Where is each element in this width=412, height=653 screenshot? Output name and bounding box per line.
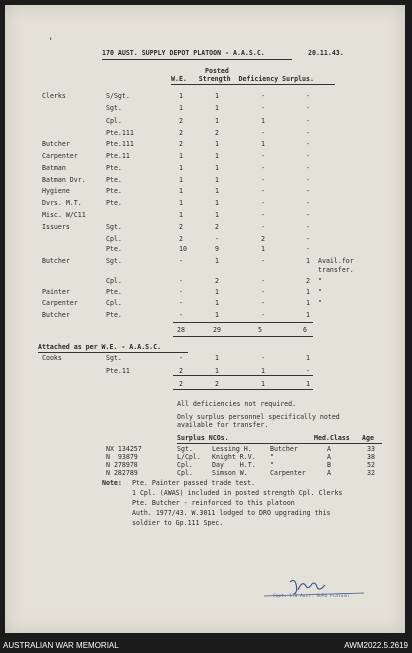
- row-deficiency: -: [261, 311, 265, 319]
- row-deficiency: -: [261, 288, 265, 296]
- surplus-age: 38: [367, 453, 375, 461]
- row-strength: 1: [215, 104, 219, 112]
- surplus-name: Lessing H.: [212, 445, 252, 453]
- attached-underline: [38, 352, 188, 353]
- attached-strength: 2: [215, 380, 219, 388]
- row-we: 2: [179, 129, 183, 137]
- row-deficiency: 2: [261, 235, 265, 243]
- row-surplus: -: [306, 199, 310, 207]
- row-we: 1: [179, 176, 183, 184]
- totals-rule-top: [173, 322, 313, 323]
- attached-rule-2: [173, 389, 313, 390]
- row-note: transfer.: [318, 266, 354, 274]
- title-underline: [102, 59, 292, 60]
- row-deficiency: -: [261, 277, 265, 285]
- row-we: -: [179, 277, 183, 285]
- attached-deficiency: 1: [261, 380, 265, 388]
- document-page: [5, 5, 405, 633]
- row-surplus: -: [306, 223, 310, 231]
- row-trade: Clerks: [42, 92, 66, 100]
- attached-deficiency: -: [261, 354, 265, 362]
- row-strength: 1: [215, 257, 219, 265]
- row-strength: 1: [215, 311, 219, 319]
- row-rank: Pte.: [106, 187, 122, 195]
- total-deficiency: 5: [258, 326, 262, 334]
- row-deficiency: -: [261, 104, 265, 112]
- row-note: Avail.for: [318, 257, 354, 265]
- attached-we: 2: [179, 380, 183, 388]
- row-rank: Cpl.: [106, 117, 122, 125]
- column-header-labels: W.E. Strength Deficiency Surplus.: [171, 75, 314, 83]
- document-title: 170 AUST. SUPPLY DEPOT PLATOON - A.A.S.C.: [102, 49, 265, 57]
- row-we: -: [179, 288, 183, 296]
- attached-rank: Pte.11: [106, 367, 130, 375]
- surplus-heading-underline: [177, 443, 382, 444]
- row-surplus: -: [306, 187, 310, 195]
- surplus-med-class: A: [327, 445, 331, 453]
- row-we: 1: [179, 211, 183, 219]
- surplus-trade: ": [270, 461, 274, 469]
- row-strength: 1: [215, 299, 219, 307]
- attached-rule-1: [173, 375, 313, 376]
- attached-strength: 1: [215, 354, 219, 362]
- row-rank: Pte.: [106, 245, 122, 253]
- note-line: soldier to Gp.111 Spec.: [132, 519, 224, 527]
- row-strength: 1: [215, 211, 219, 219]
- surplus-age: 32: [367, 469, 375, 477]
- row-deficiency: -: [261, 176, 265, 184]
- attached-surplus: 1: [306, 354, 310, 362]
- row-strength: 1: [215, 164, 219, 172]
- surplus-number: NX 134257: [106, 445, 142, 453]
- row-rank: Pte.11: [106, 152, 130, 160]
- archive-reference: AWM2022.5.2619: [344, 641, 408, 650]
- surplus-rank: Cpl.: [177, 461, 193, 469]
- row-we: -: [179, 299, 183, 307]
- surplus-age-heading: Age: [362, 434, 374, 442]
- row-note: ": [318, 288, 322, 296]
- row-surplus: 2: [306, 277, 310, 285]
- row-rank: Cpl.: [106, 299, 122, 307]
- row-surplus: 1: [306, 288, 310, 296]
- row-deficiency: 1: [261, 140, 265, 148]
- row-we: 1: [179, 164, 183, 172]
- attached-trade: Cooks: [42, 354, 62, 362]
- row-deficiency: -: [261, 129, 265, 137]
- row-we: 1: [179, 104, 183, 112]
- row-trade: Carpenter: [42, 299, 78, 307]
- row-strength: 2: [215, 129, 219, 137]
- row-rank: Pte.: [106, 311, 122, 319]
- row-rank: Pte.: [106, 199, 122, 207]
- row-we: 1: [179, 152, 183, 160]
- surplus-trade: ": [270, 453, 274, 461]
- attached-we: -: [179, 354, 183, 362]
- column-header-posted: Posted: [205, 67, 229, 75]
- row-deficiency: -: [261, 257, 265, 265]
- row-note: ": [318, 277, 322, 285]
- row-strength: 1: [215, 199, 219, 207]
- row-surplus: -: [306, 104, 310, 112]
- row-strength: 1: [215, 187, 219, 195]
- row-deficiency: -: [261, 92, 265, 100]
- note-line: Pte. Painter passed trade test.: [132, 479, 256, 487]
- row-surplus: -: [306, 235, 310, 243]
- row-surplus: -: [306, 140, 310, 148]
- remark-line-1: All deficiencies not required.: [177, 400, 297, 408]
- remark-line-2: Only surplus personnel specifically noted: [177, 413, 340, 421]
- row-strength: 1: [215, 176, 219, 184]
- row-rank: Pte.: [106, 176, 122, 184]
- row-rank: Pte.111: [106, 140, 134, 148]
- row-trade: Carpenter: [42, 152, 78, 160]
- attached-rank: Sgt.: [106, 354, 122, 362]
- row-trade: Dvrs. M.T.: [42, 199, 82, 207]
- remark-line-3: available for transfer.: [177, 421, 269, 429]
- row-deficiency: 1: [261, 117, 265, 125]
- surplus-trade: Carpenter: [270, 469, 306, 477]
- row-we: 2: [179, 235, 183, 243]
- row-rank: Cpl.: [106, 235, 122, 243]
- attached-strength: 1: [215, 367, 219, 375]
- row-surplus: 1: [306, 257, 310, 265]
- row-deficiency: -: [261, 152, 265, 160]
- note-line: 1 Cpl. (AWAS) included in posted strength Cpl. Clerks: [132, 489, 343, 497]
- row-we: 2: [179, 140, 183, 148]
- row-rank: Sgt.: [106, 104, 122, 112]
- row-rank: Cpl.: [106, 277, 122, 285]
- surplus-rank: Cpl.: [177, 469, 193, 477]
- row-rank: Sgt.: [106, 257, 122, 265]
- row-note: ": [318, 299, 322, 307]
- row-strength: 1: [215, 92, 219, 100]
- row-strength: 1: [215, 152, 219, 160]
- column-header-underline: [171, 84, 335, 85]
- surplus-med-class: B: [327, 461, 331, 469]
- row-deficiency: -: [261, 199, 265, 207]
- total-we: 28: [177, 326, 185, 334]
- signature-caption: Capt. 170 Aust. SUPD Platoon: [273, 594, 349, 599]
- attached-we: 2: [179, 367, 183, 375]
- row-rank: Pte.: [106, 288, 122, 296]
- row-strength: 9: [215, 245, 219, 253]
- row-surplus: -: [306, 211, 310, 219]
- row-trade: Misc. W/C11: [42, 211, 86, 219]
- row-trade: Butcher: [42, 140, 70, 148]
- note-label: Note:: [102, 479, 122, 487]
- row-strength: -: [215, 235, 219, 243]
- row-rank: S/Sgt.: [106, 92, 130, 100]
- row-trade: Butcher: [42, 311, 70, 319]
- row-we: 1: [179, 187, 183, 195]
- corner-mark: ': [48, 37, 54, 47]
- row-trade: Hygiene: [42, 187, 70, 195]
- archive-footer: [0, 637, 412, 653]
- total-surplus: 6: [303, 326, 307, 334]
- surplus-number: N 93879: [106, 453, 138, 461]
- row-strength: 2: [215, 277, 219, 285]
- row-deficiency: -: [261, 187, 265, 195]
- surplus-age: 52: [367, 461, 375, 469]
- surplus-name: Knight R.V.: [212, 453, 256, 461]
- archive-name: AUSTRALIAN WAR MEMORIAL: [3, 641, 119, 650]
- attached-heading: Attached as per W.E. - A.A.S.C.: [38, 343, 162, 351]
- attached-deficiency: 1: [261, 367, 265, 375]
- row-trade: Butcher: [42, 257, 70, 265]
- row-we: 2: [179, 117, 183, 125]
- row-deficiency: -: [261, 223, 265, 231]
- row-surplus: -: [306, 245, 310, 253]
- row-surplus: -: [306, 152, 310, 160]
- total-strength: 29: [213, 326, 221, 334]
- attached-surplus: -: [306, 367, 310, 375]
- row-surplus: -: [306, 164, 310, 172]
- row-surplus: -: [306, 129, 310, 137]
- surplus-name: Simson W.: [212, 469, 248, 477]
- row-deficiency: -: [261, 164, 265, 172]
- row-deficiency: 1: [261, 245, 265, 253]
- row-we: 10: [179, 245, 187, 253]
- row-surplus: -: [306, 92, 310, 100]
- row-surplus: -: [306, 117, 310, 125]
- surplus-number: N 278978: [106, 461, 138, 469]
- row-trade: Batman Dvr.: [42, 176, 86, 184]
- surplus-number: N 282789: [106, 469, 138, 477]
- surplus-med-class: A: [327, 469, 331, 477]
- surplus-rank: L/Cpl.: [177, 453, 201, 461]
- row-we: 2: [179, 223, 183, 231]
- row-deficiency: -: [261, 211, 265, 219]
- document-date: 20.11.43.: [308, 49, 344, 57]
- row-surplus: 1: [306, 311, 310, 319]
- note-line: Pte. Butcher - reinforced to this platoon: [132, 499, 295, 507]
- row-strength: 2: [215, 223, 219, 231]
- surplus-trade: Butcher: [270, 445, 298, 453]
- row-we: 1: [179, 199, 183, 207]
- row-surplus: -: [306, 176, 310, 184]
- row-we: 1: [179, 92, 183, 100]
- row-we: -: [179, 311, 183, 319]
- row-strength: 1: [215, 288, 219, 296]
- surplus-age: 33: [367, 445, 375, 453]
- surplus-med-class: A: [327, 453, 331, 461]
- totals-rule-bottom: [173, 336, 313, 337]
- row-strength: 1: [215, 117, 219, 125]
- row-surplus: 1: [306, 299, 310, 307]
- row-rank: Pte.: [106, 164, 122, 172]
- row-trade: Batman: [42, 164, 66, 172]
- row-rank: Pte.111: [106, 129, 134, 137]
- row-we: -: [179, 257, 183, 265]
- row-strength: 1: [215, 140, 219, 148]
- row-trade: Painter: [42, 288, 70, 296]
- surplus-name: Day H.T.: [212, 461, 256, 469]
- note-line: Auth. 1977/43. W.3011 lodged to DRO upgrading this: [132, 509, 331, 517]
- surplus-med-class-heading: Med.Class: [314, 434, 350, 442]
- surplus-ncos-heading: Surplus NCOs.: [177, 434, 229, 442]
- surplus-rank: Sgt.: [177, 445, 193, 453]
- row-rank: Sgt.: [106, 223, 122, 231]
- row-deficiency: -: [261, 299, 265, 307]
- attached-surplus: 1: [306, 380, 310, 388]
- row-trade: Issuers: [42, 223, 70, 231]
